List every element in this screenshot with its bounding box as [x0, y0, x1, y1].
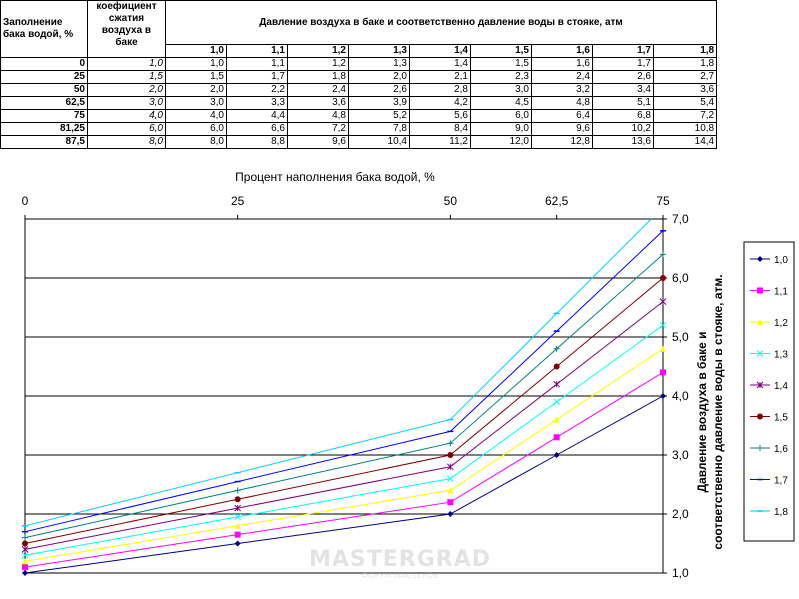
pressure-value-cell: 2,4 [532, 71, 593, 84]
pressure-value-cell: 3,3 [227, 97, 288, 110]
legend-label: 1,8 [774, 507, 788, 518]
data-point [22, 564, 28, 570]
pressure-value-cell: 2,4 [288, 84, 349, 97]
pressure-value-cell: 1,5 [166, 71, 227, 84]
pressure-header-cell: 1,7 [593, 45, 654, 58]
pressure-value-cell: 12,0 [471, 136, 532, 149]
pressure-header-cell: 1,0 [166, 45, 227, 58]
fill-percent-cell: 81,25 [1, 123, 88, 136]
legend-label: 1,7 [774, 475, 788, 487]
coefficient-cell: 3,0 [88, 97, 166, 110]
pressure-value-cell: 1,7 [227, 71, 288, 84]
coefficient-cell: 6,0 [88, 123, 166, 136]
pressure-value-cell: 4,8 [288, 110, 349, 123]
y-tick-label: 2,0 [672, 507, 689, 521]
pressure-value-cell: 14,4 [654, 136, 717, 149]
pressure-header-cell: 1,5 [471, 45, 532, 58]
pressure-value-cell: 2,3 [471, 71, 532, 84]
pressure-value-cell: 12,8 [532, 136, 593, 149]
fill-percent-cell: 75 [1, 110, 88, 123]
legend [744, 242, 794, 541]
pressure-value-cell: 7,8 [349, 123, 410, 136]
pressure-value-cell: 11,2 [410, 136, 471, 149]
pressure-value-cell: 4,2 [410, 97, 471, 110]
pressure-value-cell: 8,4 [410, 123, 471, 136]
pressure-value-cell: 4,0 [166, 110, 227, 123]
pressure-value-cell: 3,6 [654, 84, 717, 97]
pressure-value-cell: 3,0 [166, 97, 227, 110]
data-point [660, 275, 666, 281]
table-row [1, 97, 717, 110]
pressure-value-cell: 2,0 [349, 71, 410, 84]
table-row [1, 136, 717, 149]
pressure-table [0, 0, 717, 149]
pressure-header-cell: 1,2 [288, 45, 349, 58]
pressure-value-cell: 10,8 [654, 123, 717, 136]
watermark-text: MASTERGRAD [308, 547, 492, 572]
coefficient-cell: 1,0 [88, 58, 166, 71]
fill-column-header: Заполнение бака водой, % [1, 1, 88, 58]
pressure-value-cell: 4,4 [227, 110, 288, 123]
legend-label: 1,1 [774, 286, 788, 298]
coefficient-cell: 2,0 [88, 84, 166, 97]
pressure-value-cell: 6,4 [532, 110, 593, 123]
fill-percent-cell: 0 [1, 58, 88, 71]
legend-label: 1,3 [774, 349, 788, 361]
x-tick-label: 62,5 [544, 194, 569, 208]
fill-percent-cell: 62,5 [1, 97, 88, 110]
legend-marker [757, 288, 763, 294]
coefficient-cell: 8,0 [88, 136, 166, 149]
pressure-value-cell: 8,8 [227, 136, 288, 149]
pressure-value-cell: 1,8 [288, 71, 349, 84]
table-row [1, 84, 717, 97]
pressure-chart [0, 154, 799, 599]
pressure-value-cell: 10,2 [593, 123, 654, 136]
pressure-value-cell: 1,1 [227, 58, 288, 71]
pressure-value-cell: 2,6 [349, 84, 410, 97]
data-point [22, 541, 28, 547]
pressure-value-cell: 2,8 [410, 84, 471, 97]
legend-label: 1,5 [774, 412, 788, 424]
pressure-value-cell: 4,5 [471, 97, 532, 110]
pressure-value-cell: 2,1 [410, 71, 471, 84]
data-point [660, 369, 666, 375]
x-axis-title: Процент наполнения бака водой, % [235, 170, 435, 184]
pressure-value-cell: 8,0 [166, 136, 227, 149]
data-point [447, 452, 453, 458]
y-tick-label: 4,0 [672, 389, 689, 403]
pressure-value-cell: 6,0 [166, 123, 227, 136]
pressure-value-cell: 2,7 [654, 71, 717, 84]
pressure-value-cell: 1,5 [471, 58, 532, 71]
coef-column-header: коефициент сжатия воздуха в баке [88, 1, 166, 58]
y-tick-label: 3,0 [672, 448, 689, 462]
pressure-header-cell: 1,8 [654, 45, 717, 58]
data-point [235, 496, 241, 502]
table-row [1, 71, 717, 84]
pressure-value-cell: 9,6 [288, 136, 349, 149]
pressure-value-cell: 13,6 [593, 136, 654, 149]
pressure-value-cell: 10,4 [349, 136, 410, 149]
pressure-value-cell: 6,8 [593, 110, 654, 123]
pressure-value-cell: 1,2 [288, 58, 349, 71]
table-row [1, 58, 717, 71]
pressure-value-cell: 3,6 [288, 97, 349, 110]
pressure-value-cell: 1,6 [532, 58, 593, 71]
data-table-area [0, 0, 799, 155]
x-tick-label: 75 [656, 194, 670, 208]
y-axis-title-line1: Давление воздуха в баке и [695, 331, 709, 493]
pressure-value-cell: 1,4 [410, 58, 471, 71]
coefficient-cell: 1,5 [88, 71, 166, 84]
coefficient-cell: 4,0 [88, 110, 166, 123]
legend-label: 1,0 [774, 255, 788, 266]
pressure-value-cell: 7,2 [288, 123, 349, 136]
fill-percent-cell: 87,5 [1, 136, 88, 149]
pressure-value-cell: 1,3 [349, 58, 410, 71]
legend-label: 1,2 [774, 318, 788, 329]
pressure-value-cell: 2,6 [593, 71, 654, 84]
legend-label: 1,6 [774, 444, 788, 455]
pressure-value-cell: 6,0 [471, 110, 532, 123]
table-row [1, 123, 717, 136]
legend-marker [757, 414, 763, 420]
x-tick-label: 0 [21, 194, 29, 208]
pressure-header-cell: 1,6 [532, 45, 593, 58]
pressure-header-cell: 1,1 [227, 45, 288, 58]
data-point [235, 532, 241, 538]
pressure-header-cell: 1,3 [349, 45, 410, 58]
pressure-value-cell: 1,8 [654, 58, 717, 71]
pressure-header-cell: 1,4 [410, 45, 471, 58]
pressure-value-cell: 6,6 [227, 123, 288, 136]
y-tick-label: 6,0 [672, 271, 689, 285]
pressure-value-cell: 5,4 [654, 97, 717, 110]
table-row [1, 110, 717, 123]
pressure-value-cell: 1,0 [166, 58, 227, 71]
legend-label: 1,4 [774, 381, 788, 392]
pressure-value-cell: 9,0 [471, 123, 532, 136]
pressure-value-cell: 5,2 [349, 110, 410, 123]
data-point [447, 499, 453, 505]
pressure-value-cell: 7,2 [654, 110, 717, 123]
y-tick-label: 7,0 [672, 212, 689, 226]
pressure-value-cell: 1,7 [593, 58, 654, 71]
pressure-value-cell: 3,9 [349, 97, 410, 110]
pressure-value-cell: 3,4 [593, 84, 654, 97]
x-tick-label: 50 [443, 194, 458, 208]
y-tick-label: 5,0 [672, 330, 689, 344]
fill-percent-cell: 50 [1, 84, 88, 97]
y-tick-label: 1,0 [672, 566, 689, 580]
pressure-value-cell: 9,6 [532, 123, 593, 136]
watermark-subtext: ФОРУМ МАСТЕРОВ [361, 571, 439, 580]
data-point [554, 434, 560, 440]
pressure-value-cell: 3,0 [471, 84, 532, 97]
pressure-value-cell: 3,2 [532, 84, 593, 97]
pressure-value-cell: 5,1 [593, 97, 654, 110]
pressure-value-cell: 2,0 [166, 84, 227, 97]
x-tick-label: 25 [230, 194, 245, 208]
pressure-group-header: Давление воздуха в баке и соответственно давление воды в стояке, атм [166, 1, 717, 45]
pressure-value-cell: 5,6 [410, 110, 471, 123]
y-axis-title-line2: соответственно давление воды в стояке, атм. [711, 274, 725, 550]
pressure-value-cell: 4,8 [532, 97, 593, 110]
fill-percent-cell: 25 [1, 71, 88, 84]
pressure-value-cell: 2,2 [227, 84, 288, 97]
data-point [554, 364, 560, 370]
